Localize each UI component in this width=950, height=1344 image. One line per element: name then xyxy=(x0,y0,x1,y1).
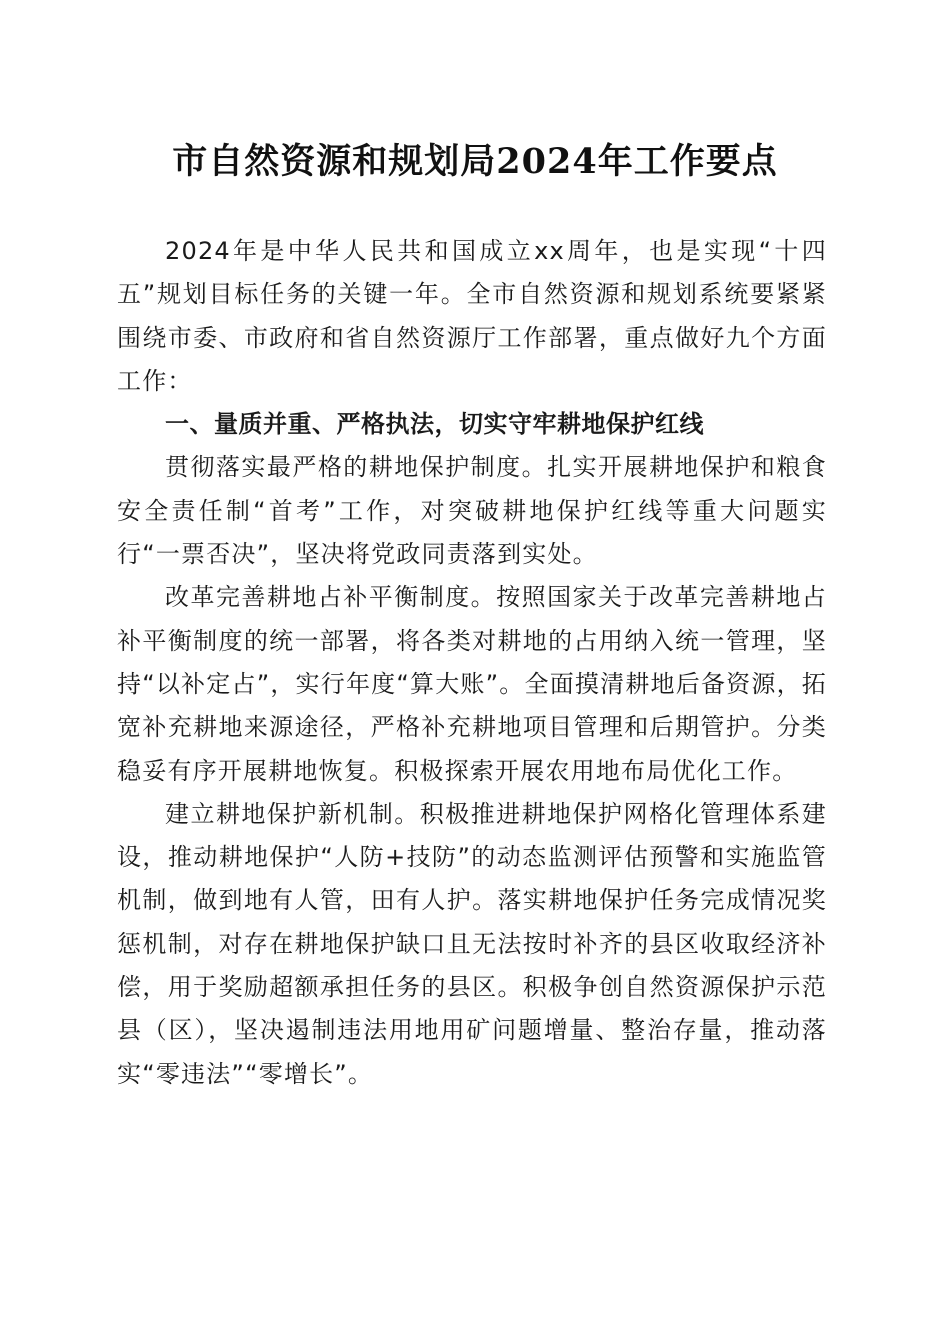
section-heading-1: 一、量质并重、严格执法，切实守牢耕地保护红线 xyxy=(165,410,704,439)
document-body xyxy=(117,230,827,1096)
intro-paragraph: 2024年是中华人民共和国成立xx周年，也是实现“十四五”规划目标任务的关键一年。全市自然资源和规划系统要紧紧围绕市委、市政府和省自然资源厅工作部署，重点做好九个方面工作： xyxy=(117,237,827,395)
body-paragraph: 建立耕地保护新机制。积极推进耕地保护网格化管理体系建设，推动耕地保护“人防+技防”的动态监测评估预警和实施监管机制，做到地有人管，田有人护。落实耕地保护任务完成情况奖惩机制，对存在耕地保护缺口且无法按时补齐的县区收取经济补偿，用于奖励超额承担任务的县区。积极争创自然资源保护示范县（区），坚决遏制违法用地用矿问题增量、整治存量，推动落实“零违法”“零增长”。 xyxy=(117,799,827,1088)
body-paragraph: 改革完善耕地占补平衡制度。按照国家关于改革完善耕地占补平衡制度的统一部署，将各类对耕地的占用纳入统一管理，坚持“以补定占”，实行年度“算大账”。全面摸清耕地后备资源，拓宽补充耕地来源途径，严格补充耕地项目管理和后期管护。分类稳妥有序开展耕地恢复。积极探索开展农用地布局优化工作。 xyxy=(117,583,827,785)
document-title: 市自然资源和规划局2024年工作要点 xyxy=(172,141,778,182)
body-paragraph: 贯彻落实最严格的耕地保护制度。扎实开展耕地保护和粮食安全责任制“首考”工作，对突破耕地保护红线等重大问题实行“一票否决”，坚决将党政同责落到实处。 xyxy=(117,453,827,569)
